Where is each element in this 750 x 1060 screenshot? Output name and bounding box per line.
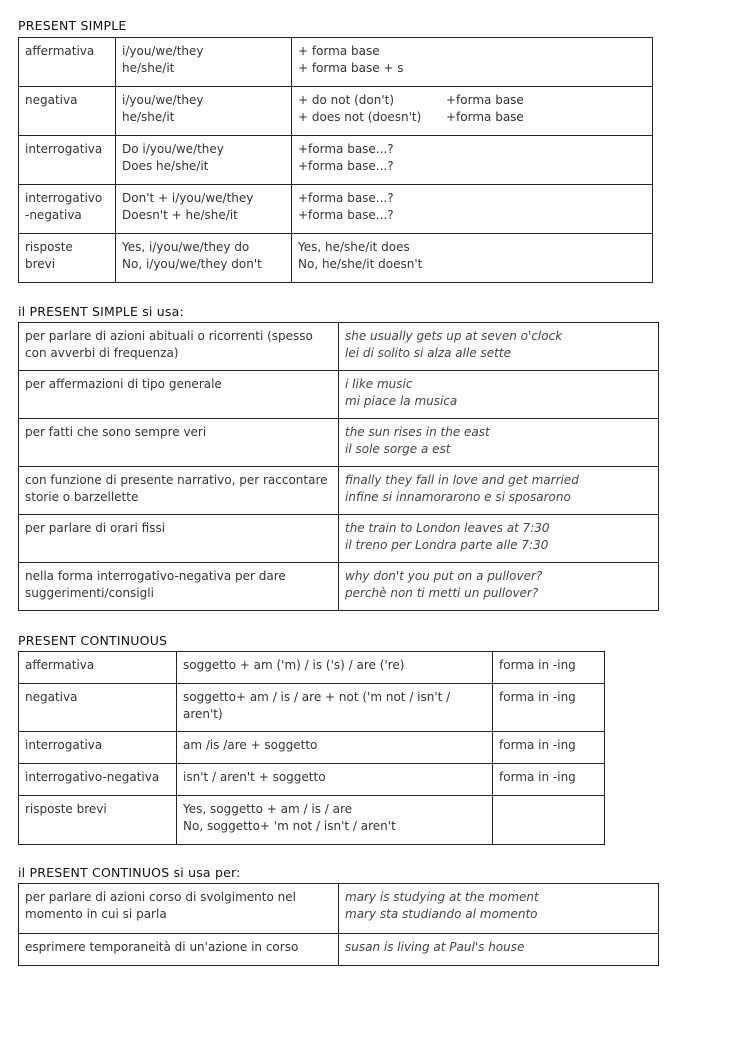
subject-cell: Yes, i/you/we/they do No, i/you/we/they don't bbox=[116, 234, 292, 283]
table-row bbox=[19, 934, 659, 966]
form-label: risposte brevi bbox=[19, 234, 116, 283]
subject-cell: Don't + i/you/we/they Doesn't + he/she/it bbox=[116, 185, 292, 234]
form-label: interrogativo-negativa bbox=[19, 764, 177, 796]
subject-cell: i/you/we/they he/she/it bbox=[116, 87, 292, 136]
form-label: risposte brevi bbox=[19, 796, 177, 845]
table-row bbox=[19, 38, 653, 87]
example-cell: i like music mi piace la musica bbox=[339, 371, 659, 419]
structure-cell: Yes, soggetto + am / is / are No, soggetto+ 'm not / isn't / aren't bbox=[177, 796, 493, 845]
table-row bbox=[19, 515, 659, 563]
table-row bbox=[19, 684, 605, 732]
table-row bbox=[19, 371, 659, 419]
table-row bbox=[19, 419, 659, 467]
example-cell: she usually gets up at seven o'clock lei di solito si alza alle sette bbox=[339, 323, 659, 371]
table-row bbox=[19, 563, 659, 611]
form-label: affermativa bbox=[19, 38, 116, 87]
present-simple-table bbox=[18, 37, 653, 283]
form-cell: Yes, he/she/it does No, he/she/it doesn't bbox=[292, 234, 653, 283]
form-cell: + do not (don't) +forma base + does not (doesn't) +forma base bbox=[292, 87, 653, 136]
table-row bbox=[19, 884, 659, 934]
table-row bbox=[19, 467, 659, 515]
table-row bbox=[19, 652, 605, 684]
structure-cell: soggetto + am ('m) / is ('s) / are ('re) bbox=[177, 652, 493, 684]
table-row bbox=[19, 323, 659, 371]
example-cell: susan is living at Paul's house bbox=[339, 934, 659, 966]
use-description: per parlare di orari fissi bbox=[19, 515, 339, 563]
form-cell: +forma base...? +forma base...? bbox=[292, 136, 653, 185]
present-continuous-uses-title: il PRESENT CONTINUOS si usa per: bbox=[18, 865, 241, 880]
subject-cell: Do i/you/we/they Does he/she/it bbox=[116, 136, 292, 185]
verb-form-cell: forma in -ing bbox=[493, 684, 605, 732]
example-cell: why don't you put on a pullover? perchè non ti metti un pullover? bbox=[339, 563, 659, 611]
present-continuous-table bbox=[18, 651, 605, 845]
form-label: interrogativa bbox=[19, 732, 177, 764]
form-label: interrogativa bbox=[19, 136, 116, 185]
structure-cell: soggetto+ am / is / are + not ('m not / isn't / aren't) bbox=[177, 684, 493, 732]
use-description: per parlare di azioni corso di svolgimento nel momento in cui si parla bbox=[19, 884, 339, 934]
structure-cell: isn't / aren't + soggetto bbox=[177, 764, 493, 796]
verb-form-cell: forma in -ing bbox=[493, 652, 605, 684]
use-description: per parlare di azioni abituali o ricorrenti (spesso con avverbi di frequenza) bbox=[19, 323, 339, 371]
form-cell: +forma base...? +forma base...? bbox=[292, 185, 653, 234]
use-description: con funzione di presente narrativo, per raccontare storie o barzellette bbox=[19, 467, 339, 515]
verb-form-cell: forma in -ing bbox=[493, 764, 605, 796]
table-row bbox=[19, 87, 653, 136]
table-row bbox=[19, 185, 653, 234]
example-cell: mary is studying at the moment mary sta studiando al momento bbox=[339, 884, 659, 934]
structure-cell: am /is /are + soggetto bbox=[177, 732, 493, 764]
present-continuous-uses-table bbox=[18, 883, 659, 966]
table-row bbox=[19, 732, 605, 764]
table-row bbox=[19, 234, 653, 283]
example-cell: the sun rises in the east il sole sorge a est bbox=[339, 419, 659, 467]
present-simple-uses-title: il PRESENT SIMPLE si usa: bbox=[18, 304, 184, 319]
form-label: negativa bbox=[19, 684, 177, 732]
use-description: per fatti che sono sempre veri bbox=[19, 419, 339, 467]
form-label: negativa bbox=[19, 87, 116, 136]
present-continuous-title: PRESENT CONTINUOUS bbox=[18, 633, 168, 648]
use-description: per affermazioni di tipo generale bbox=[19, 371, 339, 419]
verb-form-cell: forma in -ing bbox=[493, 732, 605, 764]
form-label: affermativa bbox=[19, 652, 177, 684]
use-description: esprimere temporaneità di un'azione in corso bbox=[19, 934, 339, 966]
table-row bbox=[19, 764, 605, 796]
example-cell: the train to London leaves at 7:30 il treno per Londra parte alle 7:30 bbox=[339, 515, 659, 563]
subject-cell: i/you/we/they he/she/it bbox=[116, 38, 292, 87]
form-label: interrogativo -negativa bbox=[19, 185, 116, 234]
use-description: nella forma interrogativo-negativa per dare suggerimenti/consigli bbox=[19, 563, 339, 611]
form-cell: + forma base + forma base + s bbox=[292, 38, 653, 87]
verb-form-cell bbox=[493, 796, 605, 845]
present-simple-title: PRESENT SIMPLE bbox=[18, 18, 127, 33]
example-cell: finally they fall in love and get married infine si innamorarono e si sposarono bbox=[339, 467, 659, 515]
table-row bbox=[19, 136, 653, 185]
table-row bbox=[19, 796, 605, 845]
present-simple-uses-table bbox=[18, 322, 659, 611]
